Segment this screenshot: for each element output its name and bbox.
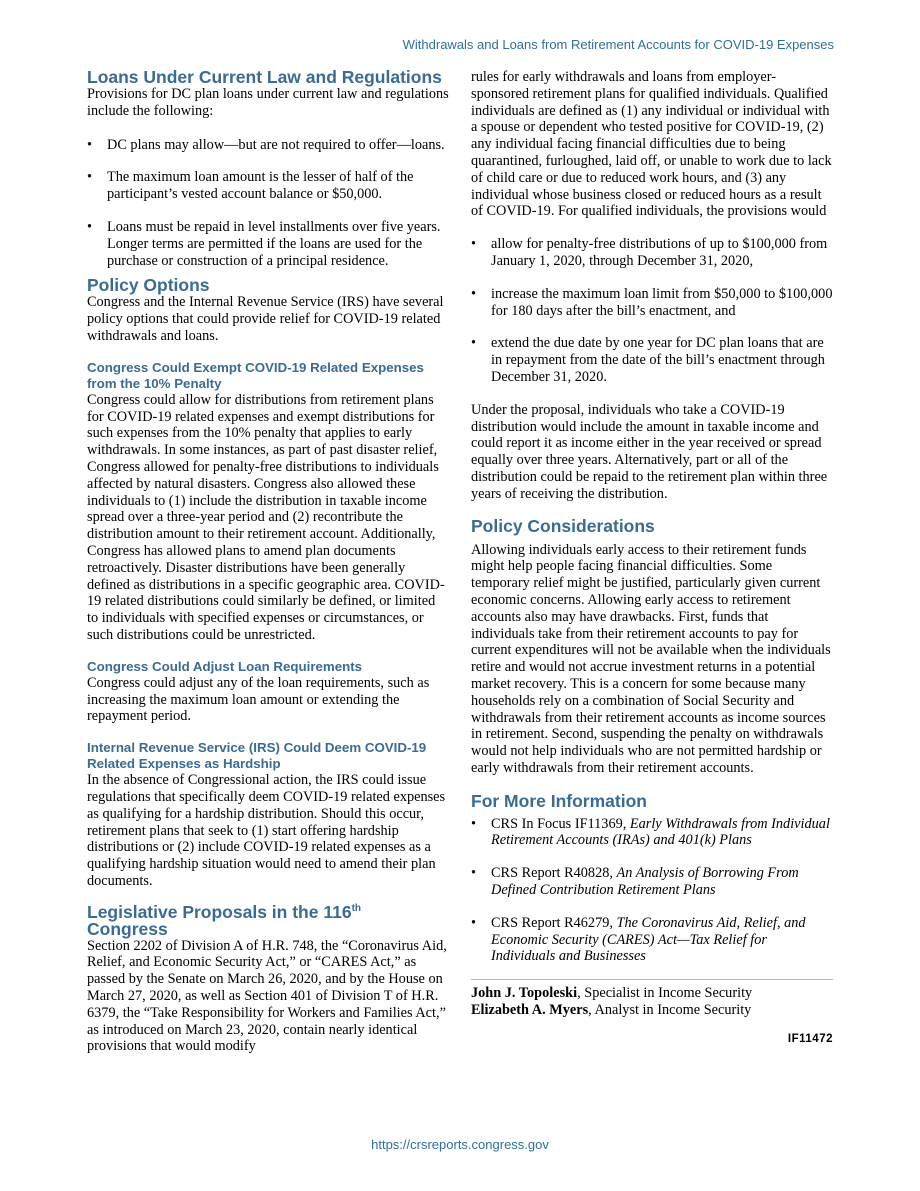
subheading-exempt: Congress Could Exempt COVID-19 Related Expenses from the 10% Penalty [87,359,424,391]
section-heading-considerations: Policy Considerations [471,515,655,536]
list-item: • Loans must be repaid in level installments over five years. Longer terms are permitted if the loans are used for the purchase or construction of a principal residence. [87,218,441,269]
list-item: • DC plans may allow—but are not required to offer—loans. [87,136,445,153]
product-code: IF11472 [787,1032,833,1045]
loans-bullet-list [87,137,449,270]
bullet-icon: • [471,815,477,832]
running-header: Withdrawals and Loans from Retirement Accounts for COVID-19 Expenses [402,37,834,52]
adjust-body: Congress could adjust any of the loan requirements, such as increasing the maximum loan amount or extending the repayment period. [87,674,430,725]
footer-url: https://crsreports.congress.gov [371,1137,549,1152]
reference-title: Early Withdrawals from Individual Retirement Accounts (IRAs) and 401(k) Plans [491,815,830,849]
author-line: John J. Topoleski, Specialist in Income Security [471,985,753,1002]
right-column [471,69,833,1045]
policy-intro: Congress and the Internal Revenue Service (IRS) have several policy options that could provide relief for COVID-19 related withdrawals and loans. [87,294,444,344]
bullet-icon: • [471,865,477,882]
bullet-icon: • [471,914,477,931]
list-item: • allow for penalty-free distributions of up to $100,000 from January 1, 2020, through December 31, 2020, [471,236,828,269]
bullet-icon: • [471,236,477,253]
list-item: • The maximum loan amount is the lesser of half of the participant’s vested account balance or $50,000. [87,169,414,203]
bullet-icon: • [87,218,93,235]
section-heading-more-info: For More Information [471,790,647,811]
section-heading-loans: Loans Under Current Law and Regulations [87,67,442,87]
author-line: Elizabeth A. Myers, Analyst in Income Security [471,1002,752,1019]
subheading-irs: Internal Revenue Service (IRS) Could Deem COVID-19 Related Expenses as Hardship [87,740,427,772]
bullet-icon: • [471,285,477,302]
continued-body: rules for early withdrawals and loans from employer-sponsored retirement plans for qualified individuals. Qualified individuals are defined as (1) any individual or individual with a spouse or dependent who tested positive for COVID-19, (2) any individual facing financial difficulties due to being quarantined, furloughed, laid off, or unable to work due to lack of child care or due to reduced work hours, and (3) any individual whose business closed or reduced hours as a result of COVID-19. For qualified individuals, the provisions would [471,69,832,220]
bullet-icon: • [471,335,477,352]
bullet-icon: • [87,136,93,153]
exempt-body: Congress could allow for distributions from retirement plans for COVID-19 related expenses and exempt distributions for such expenses from the 10% penalty that applies to early withdrawals. In some instances, as part of past disaster relief, Congress allowed for penalty-free distributions to individuals affected by natural disasters. Congress also allowed these individuals to (1) include the distribution in taxable income spread over a three-year period and (2) recontribute the distribution amount to their retirement account. Additionally, Congress has allowed plans to amend plan documents retroactively. Disaster distributions have been generally defined as distributions in a specific geographic area. COVID-19 related distributions could similarly be defined, or limited to individuals with specified expenses or circumstances, or such distributions could be unrestricted. [87,391,445,643]
under-proposal-body: Under the proposal, individuals who take a COVID-19 distribution would include the amount in taxable income and could report it as income either in the year received or spread equally over three years. Alternatively, part or all of the distribution could be repaid to the retirement plan within three years of receiving the distribution. [471,401,828,502]
loans-intro: Provisions for DC plan loans under current law and regulations include the following: [87,86,449,119]
provisions-bullet-list [471,236,833,386]
list-item: • extend the due date by one year for DC plan loans that are in repayment from the date of the bill’s enactment through December 31, 2020. [471,335,825,385]
reference-title: The Coronavirus Aid, Relief, and Economic Security (CARES) Act—Tax Relief for Individuals and Businesses [491,914,806,965]
considerations-body: Allowing individuals early access to their retirement funds might help people facing financial difficulties. Some temporary relief might be justified, particularly given current economic concerns. Allowing early access to retirement accounts also may have drawbacks. First, funds that individuals take from their retirement accounts to pay for current expenditures will not be available when the individuals retire and would not accrue investment returns in a potential market recovery. This is a concern for some because many households rely on a combination of Social Security and withdrawals from their retirement accounts as income sources in retirement. Second, suspending the penalty on withdrawals would not help individuals who are not permitted hardship or early withdrawals from their retirement accounts. [471,541,831,776]
bullet-icon: • [87,169,93,186]
divider [471,979,833,980]
section-heading-policy-options: Policy Options [87,275,210,296]
left-column [87,69,449,1055]
references-list [471,816,833,966]
list-item: • CRS Report R46279, The Coronavirus Aid, Relief, and Economic Security (CARES) Act—Tax Relief for Individuals and Businesses [471,914,806,965]
irs-body: In the absence of Congressional action, the IRS could issue regulations that specifically deem COVID-19 related expenses as qualifying for a hardship distribution. Should this occur, retirement plans that seek to (1) start offering hardship distributions or (2) include COVID-19 related expenses as a qualifying hardship situation would need to amend their plan documents. [87,772,446,889]
list-item: • CRS Report R40828, An Analysis of Borrowing From Defined Contribution Retirement Plans [471,865,799,899]
legislative-body: Section 2202 of Division A of H.R. 748, the “Coronavirus Aid, Relief, and Economic Security Act,” or “CARES Act,” as passed by the Senate on March 26, 2020, and by the House on March 27, 2020, as well as Section 401 of Division T of H.R. 6379, the “Take Responsibility for Workers and Families Act,” as introduced on March 23, 2020, contain nearly identical provisions that would modify [87,937,447,1055]
subheading-adjust: Congress Could Adjust Loan Requirements [87,658,363,674]
section-heading-legislative: Legislative Proposals in the 116th Congress [87,901,362,939]
reference-title: An Analysis of Borrowing From Defined Contribution Retirement Plans [491,865,799,899]
list-item: • increase the maximum loan limit from $50,000 to $100,000 for 180 days after the bill’s enactment, and [471,285,833,319]
list-item: • CRS In Focus IF11369, Early Withdrawals from Individual Retirement Accounts (IRAs) and 401(k) Plans [471,815,830,849]
